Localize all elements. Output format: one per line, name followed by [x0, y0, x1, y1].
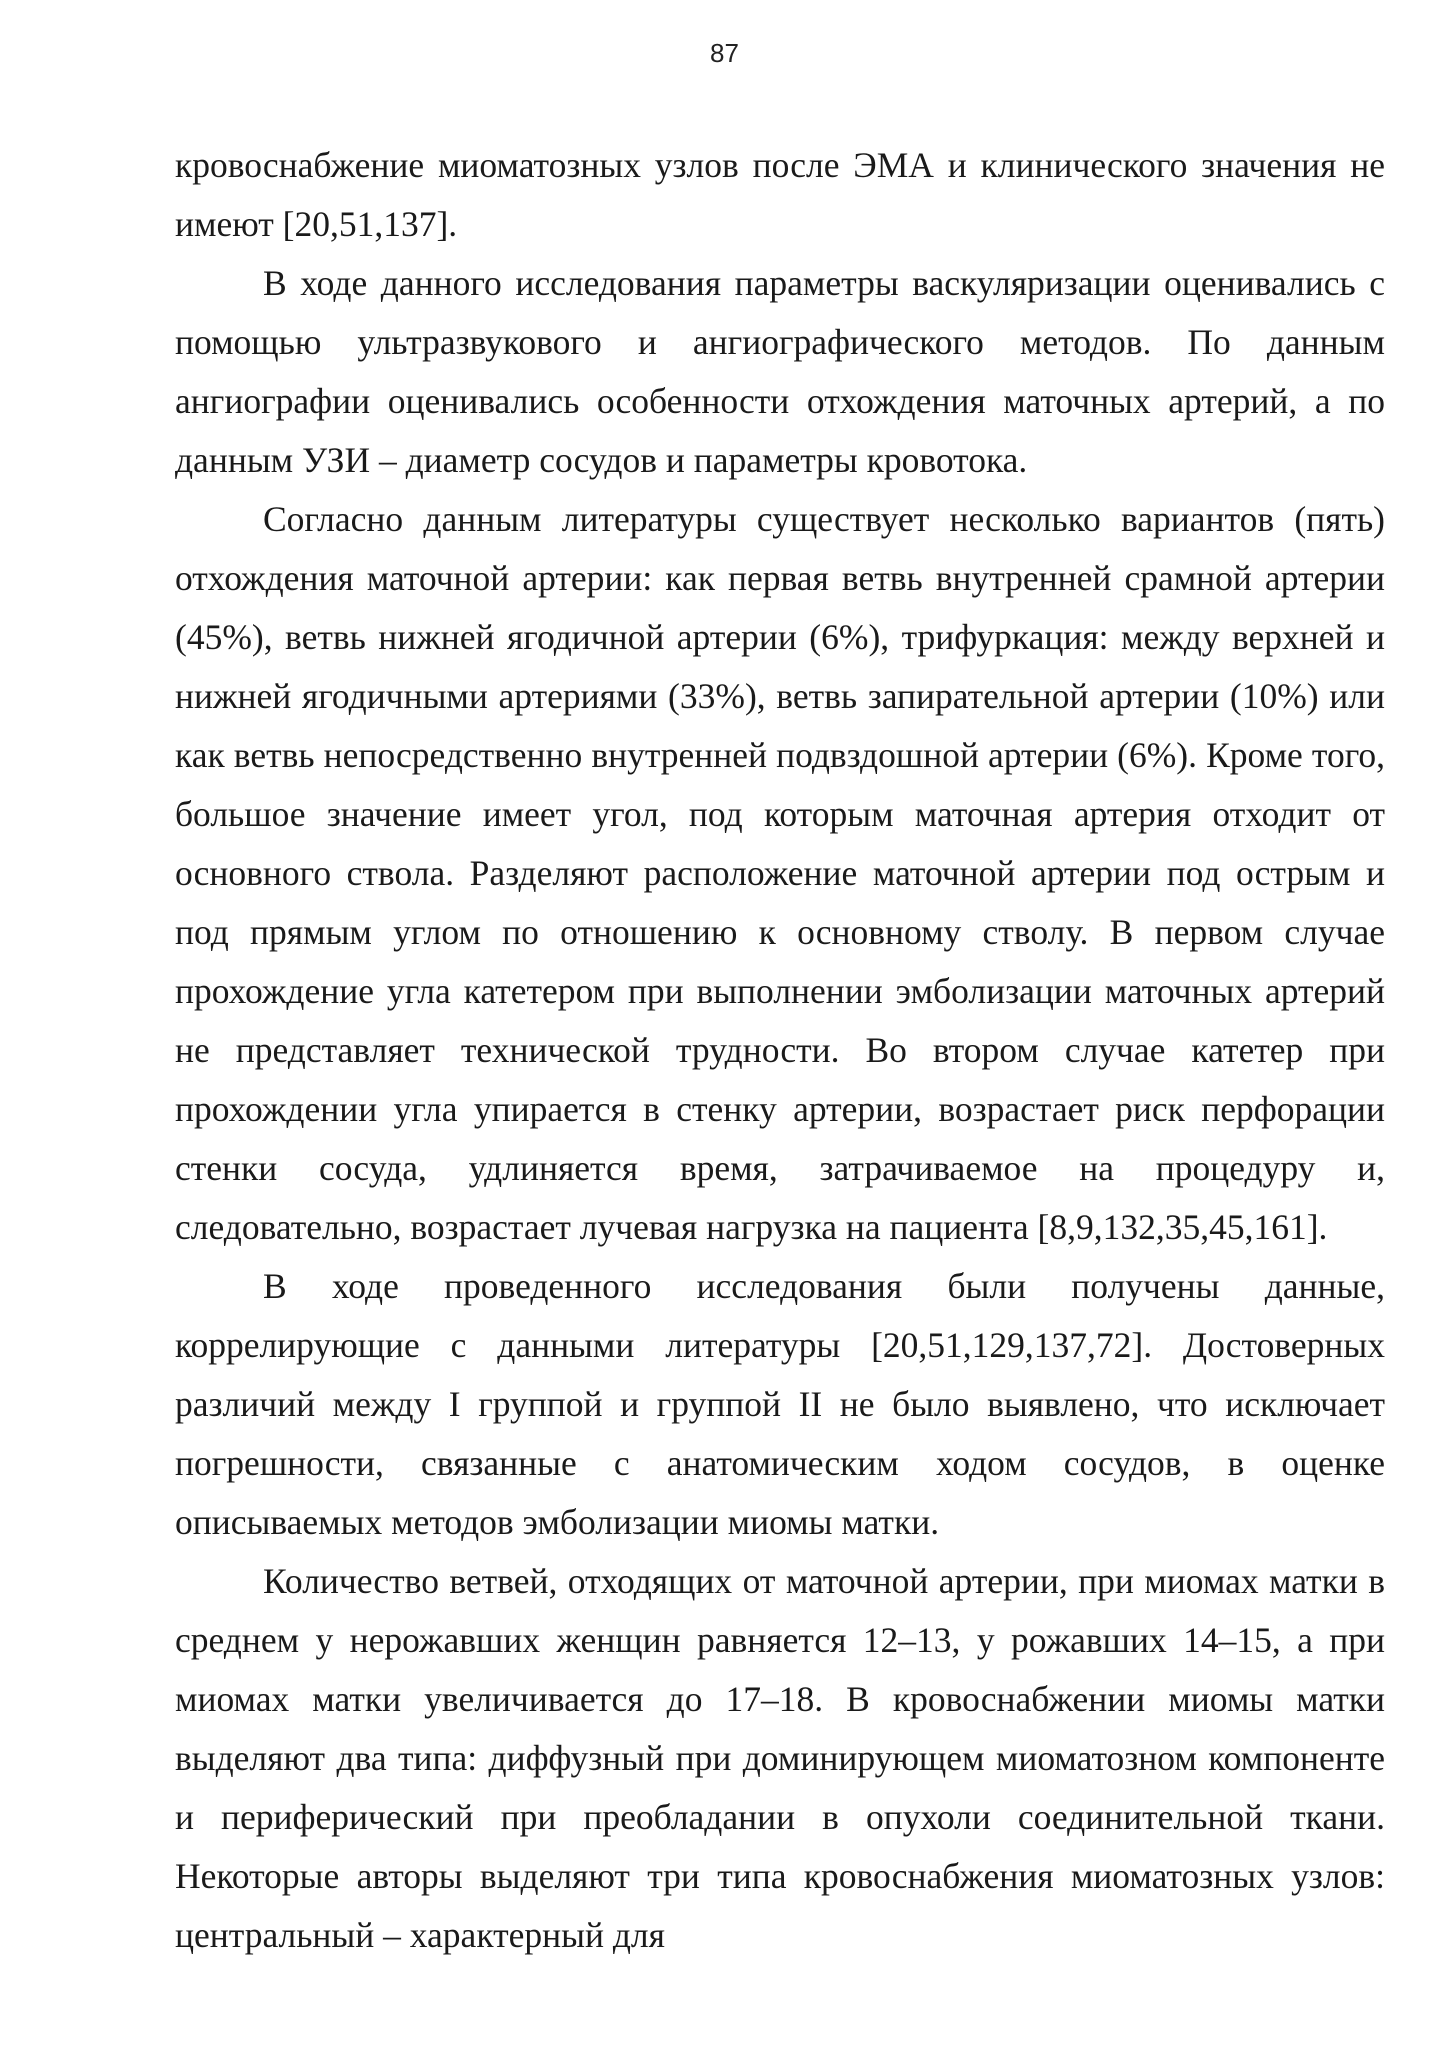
paragraph-branch-count: Количество ветвей, отходящих от маточной артерии, при миомах матки в среднем у нерожавших женщин равняется 12–13, у рожавших 14–15, а при миомах матки увеличивается до 17–18. В кровоснабжении миомы матки выделяют два типа: диффузный при доминирующем миоматозном компоненте и периферический при преобладании в опухоли соединительной ткани. Некоторые авторы выделяют три типа кровоснабжения миоматозных узлов: центральный – характерный для [175, 1561, 1385, 1955]
paragraph-vascularization-methods: В ходе данного исследования параметры васкуляризации оценивались с помощью ультразвукового и ангиографического методов. По данным ангиографии оценивались особенности отхождения маточных артерий, а по данным УЗИ – диаметр сосудов и параметры кровотока. [175, 263, 1385, 480]
paragraph-study-results: В ходе проведенного исследования были получены данные, коррелирующие с данными литературы [20,51,129,137,72]. Достоверных различий между I группой и группой II не было выявлено, что исключает погрешности, связанные с анатомическим ходом сосудов, в оценке описываемых методов эмболизации миомы матки. [175, 1266, 1385, 1542]
paragraph-artery-origin-variants: Согласно данным литературы существует несколько вариантов (пять) отхождения маточной артерии: как первая ветвь внутренней срамной артерии (45%), ветвь нижней ягодичной артерии (6%), трифуркация: между верхней и нижней ягодичными артериями (33%), ветвь запирательной артерии (10%) или как ветвь непосредственно внутренней подвздошной артерии (6%). Кроме того, большое значение имеет угол, под которым маточная артерия отходит от основного ствола. Разделяют расположение маточной артерии под острым и под прямым углом по отношению к основному стволу. В первом случае прохождение угла катетером при выполнении эмболизации маточных артерий не представляет технической трудности. Во втором случае катетер при прохождении угла упирается в стенку артерии, возрастает риск перфорации стенки сосуда, удлиняется время, затрачиваемое на процедуру и, следовательно, возрастает лучевая нагрузка на пациента [8,9,132,35,45,161]. [175, 499, 1385, 1247]
page-number: 87 [710, 38, 739, 68]
paragraph-continued: кровоснабжение миоматозных узлов после ЭМА и клинического значения не имеют [20,51,137]. [175, 145, 1385, 244]
body-text [175, 136, 1385, 1965]
